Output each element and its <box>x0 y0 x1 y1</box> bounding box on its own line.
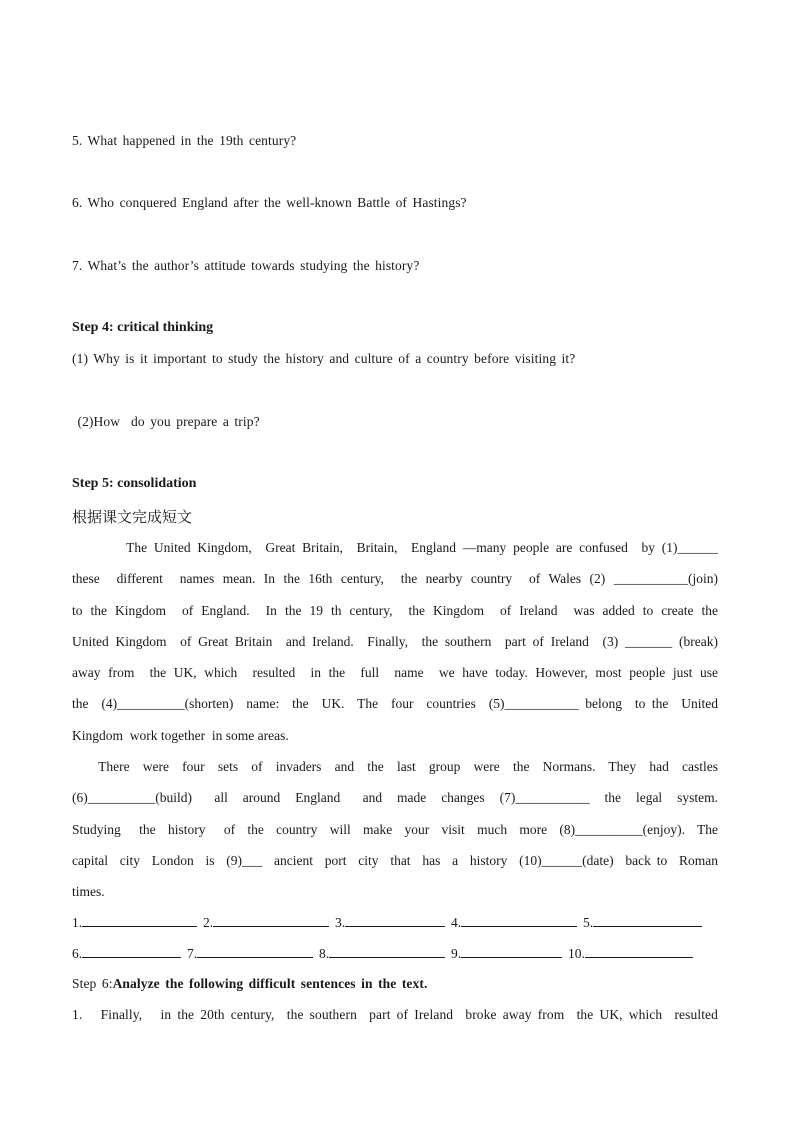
step4-question-2: (2)How do you prepare a trip? <box>72 414 260 429</box>
step4-question-1: (1) Why is it important to study the history and culture of a country before visiting it? <box>72 351 576 366</box>
answer-blank-6[interactable] <box>82 944 181 958</box>
answer-row-2 <box>72 944 732 962</box>
passage-line: the (4)__________(shorten) name: the UK. The four countries (5)___________ belong to the United <box>72 696 718 712</box>
answer-blank-4[interactable] <box>461 913 577 927</box>
passage-paragraph-2 <box>72 751 718 907</box>
answer-label-2: 2. <box>203 915 214 930</box>
passage-line: The United Kingdom, Great Britain, Britain, England —many people are confused by (1)______ <box>72 540 718 555</box>
passage-line: times. <box>72 884 105 900</box>
answer-blank-10[interactable] <box>585 944 693 958</box>
question-6: 6. Who conquered England after the well-known Battle of Hastings? <box>72 195 467 210</box>
passage-line: to the Kingdom of England. In the 19 th century, the Kingdom of Ireland was added to create the <box>72 602 718 618</box>
step6-sentence-1: 1. Finally, in the 20th century, the southern part of Ireland broke away from the UK, which resulted <box>72 1007 718 1022</box>
passage-line: Studying the history of the country will make your visit much more (8)__________(enjoy). The <box>72 821 718 837</box>
answer-label-5: 5. <box>583 915 594 930</box>
step6-heading-title: Analyze the following difficult sentences in the text <box>112 976 424 991</box>
step5-instruction: 根据课文完成短文 <box>72 508 193 526</box>
step4-heading: Step 4: critical thinking <box>72 320 214 335</box>
answer-blank-1[interactable] <box>82 913 197 927</box>
step5-heading: Step 5: consolidation <box>72 476 197 491</box>
answer-blank-3[interactable] <box>345 913 445 927</box>
answer-label-3: 3. <box>335 915 346 930</box>
passage-line: (6)__________(build) all around England and made changes (7)___________ the legal system. <box>72 790 718 806</box>
passage-line: United Kingdom of Great Britain and Ireland. Finally, the southern part of Ireland (3) _______ (break) <box>72 633 718 649</box>
passage-line: away from the UK, which resulted in the full name we have today. However, most people just use <box>72 665 718 681</box>
answer-label-8: 8. <box>319 946 330 961</box>
answer-label-9: 9. <box>451 946 462 961</box>
answer-label-1: 1. <box>72 915 83 930</box>
passage-line: capital city London is (9)___ ancient port city that has a history (10)______(date) back to Roman <box>72 852 718 868</box>
passage-paragraph-1 <box>72 532 718 751</box>
answer-blank-9[interactable] <box>461 944 562 958</box>
question-5: 5. What happened in the 19th century? <box>72 133 297 148</box>
step6-heading-prefix: Step 6: <box>72 976 113 991</box>
answer-label-6: 6. <box>72 946 83 961</box>
passage-line: these different names mean. In the 16th century, the nearby country of Wales (2) ___________(join) <box>72 571 718 587</box>
answer-label-10: 10. <box>568 946 585 961</box>
answer-label-7: 7. <box>187 946 198 961</box>
answer-row-1 <box>72 913 732 931</box>
passage-line: There were four sets of invaders and the last group were the Normans. They had castles <box>72 759 718 774</box>
answer-blank-2[interactable] <box>213 913 329 927</box>
answer-label-4: 4. <box>451 915 462 930</box>
answer-blank-8[interactable] <box>329 944 445 958</box>
step6-heading <box>72 976 427 992</box>
step6-heading-end: . <box>423 976 428 991</box>
answer-blank-7[interactable] <box>197 944 313 958</box>
question-7: 7. What’s the author’s attitude towards studying the history? <box>72 258 420 273</box>
passage-line: Kingdom work together in some areas. <box>72 727 289 743</box>
answer-blank-5[interactable] <box>593 913 702 927</box>
